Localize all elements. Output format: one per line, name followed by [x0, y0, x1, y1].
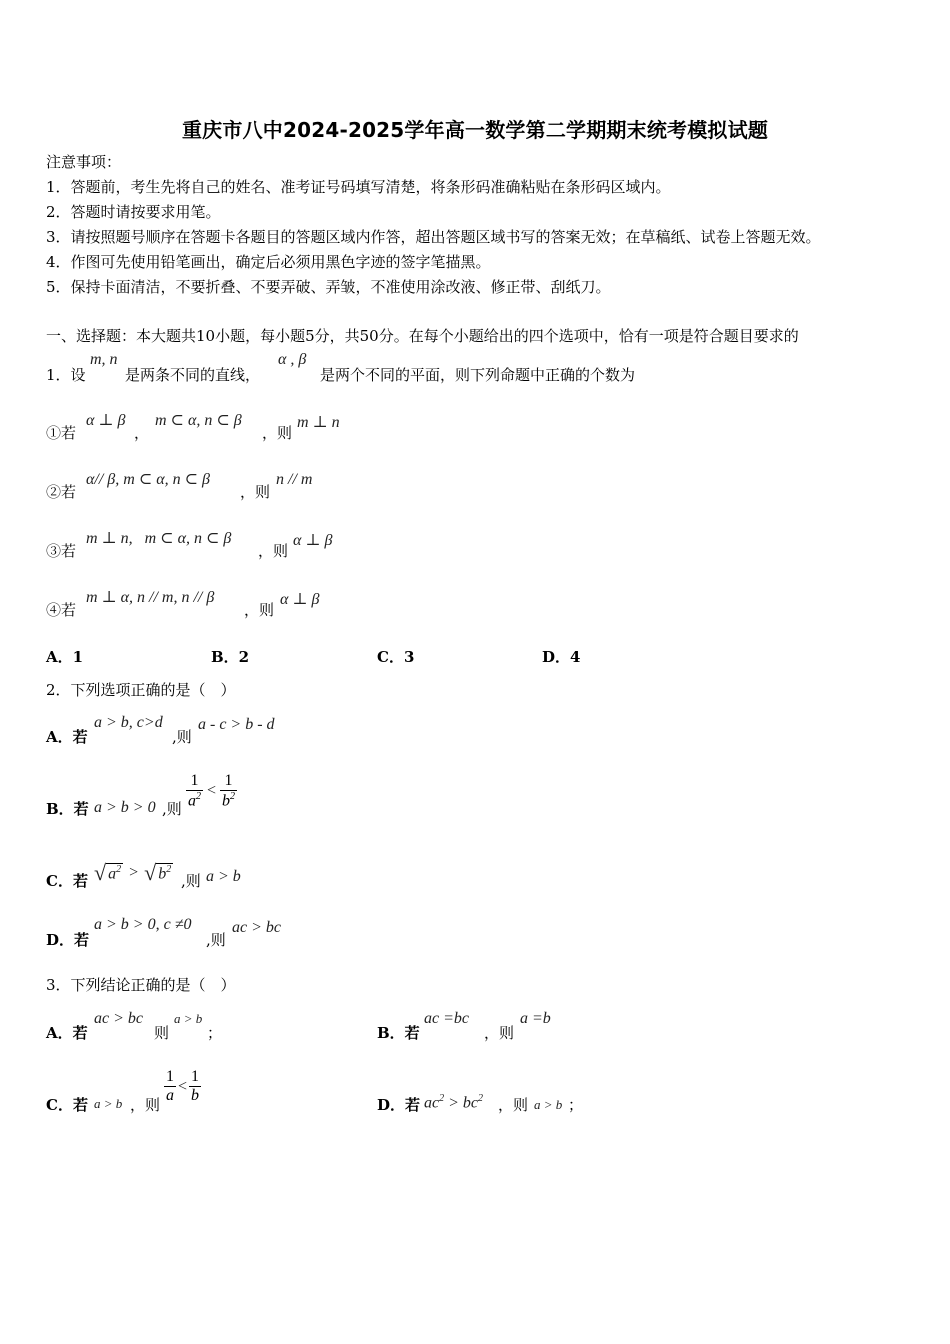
q2-option-b-cond: a > b > 0: [94, 799, 156, 816]
notice-item: 5．保持卡面清洁，不要折叠、不要弄破、弄皱，不准使用涂改液、修正带、刮纸刀。: [46, 278, 611, 296]
q1-option-b[interactable]: B．2: [211, 648, 250, 666]
notice-item: 4．作图可先使用铅笔画出，确定后必须用黑色字迹的签字笔描黑。: [46, 253, 491, 271]
q1-option-a[interactable]: A．1: [46, 648, 84, 666]
q3-option-a-result: a > b: [174, 1011, 203, 1026]
q1-proposition-3-result: α ⊥ β: [293, 532, 333, 549]
term-ac: ac: [424, 1094, 440, 1112]
q1-proposition-2-cond: α// β, m ⊂ α, n ⊂ β: [86, 471, 210, 488]
notice-item: 1．答题前，考生先将自己的姓名、准考证号码填写清楚，将条形码准确粘贴在条形码区域内。: [46, 178, 671, 196]
fraction-numerator: 1: [224, 772, 233, 789]
then-text: ,则: [206, 931, 226, 949]
q3-option-a-cond: ac > bc: [94, 1010, 143, 1027]
semicolon: ；: [568, 1096, 584, 1114]
then-text: ,则: [172, 728, 192, 746]
then-text: ，则: [244, 601, 275, 619]
q3-option-b-label[interactable]: B．若: [377, 1024, 420, 1042]
fraction-numerator: 1: [166, 1068, 174, 1085]
q3-option-a-label[interactable]: A．若: [46, 1024, 88, 1042]
notice-item: 2．答题时请按要求用笔。: [46, 203, 221, 221]
q2-stem: 2．下列选项正确的是（ ）: [46, 681, 236, 699]
q1-proposition-2-lead: ②若: [46, 483, 77, 501]
exponent: 2: [478, 1093, 484, 1104]
q1-math-planes: α , β: [278, 351, 307, 368]
q1-proposition-3-lead: ③若: [46, 542, 77, 560]
exponent: 2: [230, 791, 236, 802]
q1-stem-part: 是两个不同的平面，则下列命题中正确的个数为: [320, 366, 636, 384]
fraction-denominator: b: [222, 792, 231, 810]
fraction-denominator: b: [191, 1087, 200, 1104]
q2-option-c-cond: √ $a^2$ > √ $b^2$: [94, 860, 172, 885]
section-heading: 一、选择题：本大题共10小题，每小题5分，共50分。在每个小题给出的四个选项中，恰有一项是符合题目要求的: [46, 327, 799, 345]
exponent: 2: [439, 1093, 445, 1104]
q1-proposition-1-cond2: m ⊂ α, n ⊂ β: [155, 412, 242, 429]
q1-proposition-1-lead: ①若: [46, 424, 77, 442]
q3-option-d-label[interactable]: D．若: [377, 1096, 421, 1114]
greater-than: >: [129, 864, 139, 881]
fraction-numerator: 1: [191, 1068, 200, 1085]
q2-option-c-label[interactable]: C．若: [46, 872, 88, 890]
q1-option-d[interactable]: D．4: [542, 648, 581, 666]
then-text: ,则: [162, 800, 182, 818]
q2-option-b-label[interactable]: B．若: [46, 800, 89, 818]
q2-option-d-cond: a > b > 0, c ≠0: [94, 916, 192, 933]
less-than: <: [178, 1077, 188, 1095]
q1-proposition-4-result: α ⊥ β: [280, 591, 320, 608]
term-bc: > bc: [448, 1094, 479, 1112]
then-text: ，则: [262, 424, 293, 442]
q2-option-c-result: a > b: [206, 868, 241, 885]
fraction-denominator: a: [166, 1087, 174, 1104]
then-text: ，则: [484, 1024, 515, 1042]
q3-option-d-result: a > b: [534, 1097, 563, 1112]
q2-option-a-cond: a > b, c>d: [94, 714, 163, 731]
q3-option-b-result: a =b: [520, 1010, 551, 1027]
radicand: a: [108, 865, 117, 883]
q1-stem-part: 是两条不同的直线，: [125, 366, 261, 384]
then-text: ，则: [498, 1096, 529, 1114]
q3-stem: 3．下列结论正确的是（ ）: [46, 976, 236, 994]
then-text: ，则: [130, 1096, 161, 1114]
less-than: <: [207, 782, 217, 800]
q2-option-d-result: ac > bc: [232, 919, 281, 936]
q1-proposition-1-cond: α ⊥ β: [86, 412, 126, 429]
q2-option-a-result: a - c > b - d: [198, 716, 275, 733]
notice-heading: 注意事项：: [46, 153, 122, 171]
q2-option-d-label[interactable]: D．若: [46, 931, 90, 949]
exponent: 2: [196, 791, 201, 802]
page-title: 重庆市八中2024-2025学年高一数学第二学期期末统考模拟试题: [181, 118, 769, 142]
fraction-denominator: a: [188, 792, 196, 810]
q3-option-c-cond: a > b: [94, 1096, 123, 1111]
q2-option-b-fractions: [186, 772, 237, 810]
q3-option-c-fractions: [164, 1068, 201, 1105]
then-text: ,则: [181, 872, 201, 890]
q1-math-mn: m, n: [90, 351, 118, 368]
comma: ，: [134, 424, 150, 442]
exponent: 2: [166, 863, 172, 875]
fraction-numerator: 1: [190, 772, 199, 789]
then-text: ，则: [258, 542, 289, 560]
q1-stem-part: 1．设: [46, 366, 86, 384]
notice-item: 3．请按照题号顺序在答题卡各题目的答题区域内作答，超出答题区域书写的答案无效；在草稿纸、试卷上答题无效。: [46, 228, 821, 246]
q3-option-d-cond: [424, 1093, 483, 1112]
semicolon: ；: [207, 1024, 223, 1042]
q3-option-b-cond: ac =bc: [424, 1010, 469, 1027]
q3-option-c-label[interactable]: C．若: [46, 1096, 88, 1114]
then-text: 则: [154, 1024, 170, 1042]
then-text: ，则: [240, 483, 271, 501]
exponent: 2: [116, 863, 122, 875]
q1-proposition-4-cond: m ⊥ α, n // m, n // β: [86, 589, 215, 606]
q1-proposition-3-cond: m ⊥ n, m ⊂ α, n ⊂ β: [86, 530, 232, 547]
q1-proposition-2-result: n // m: [276, 471, 313, 488]
radicand: b: [158, 865, 167, 883]
q1-proposition-4-lead: ④若: [46, 601, 77, 619]
q2-option-a-label[interactable]: A．若: [46, 728, 88, 746]
q1-proposition-1-result: m ⊥ n: [297, 414, 340, 431]
q1-option-c[interactable]: C．3: [377, 648, 415, 666]
